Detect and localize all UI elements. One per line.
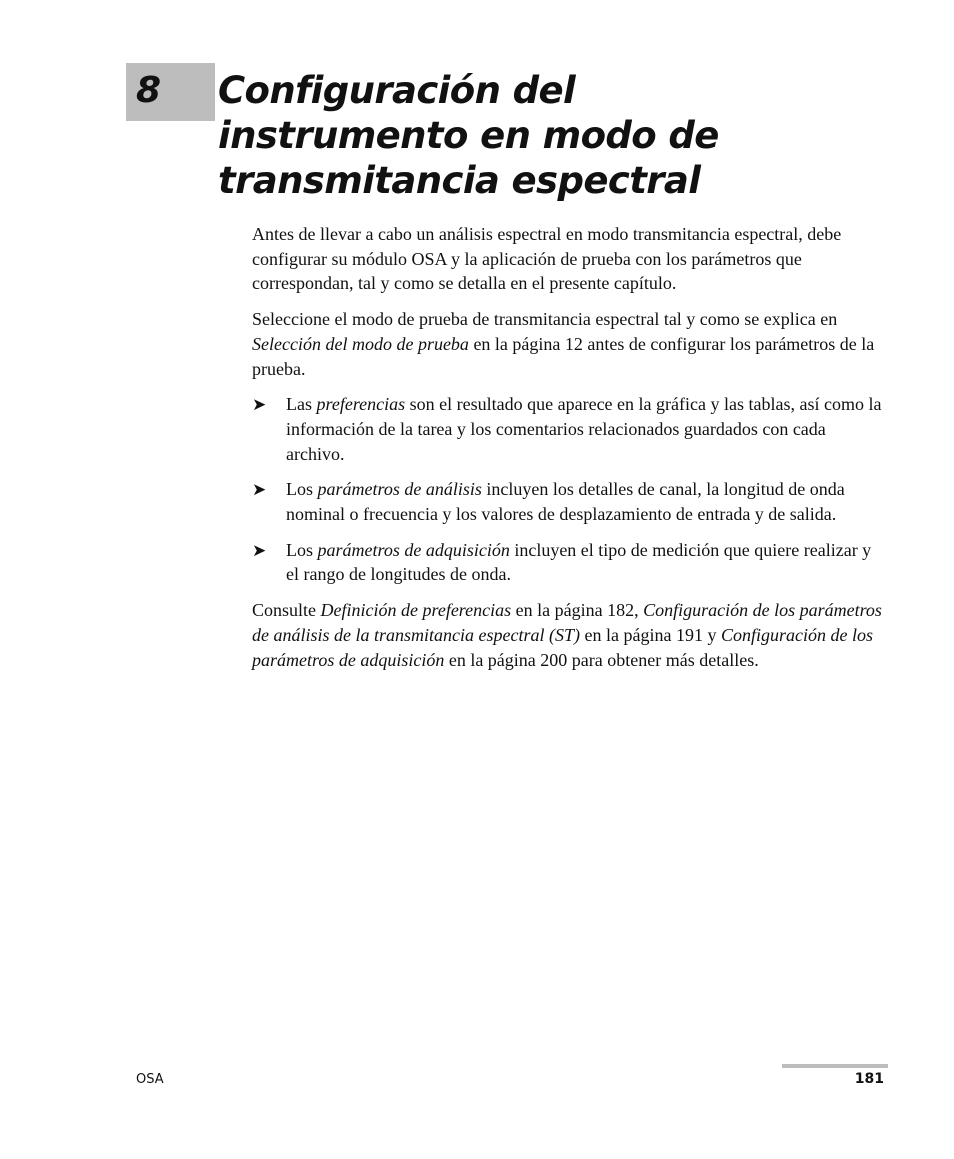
chapter-title-line-1: Configuración del [218,69,576,112]
select-mode-reference: Selección del modo de prueba [252,333,469,354]
bullet-text: incluyen el tipo de medición que quiere realizar y el rango de longitudes de onda. [286,539,872,585]
bullet-item [252,392,888,466]
arrow-bullet-icon: ➤ [252,480,267,501]
arrow-bullet-icon: ➤ [252,540,267,561]
footer-product-name: OSA [136,1072,164,1087]
bullet-item [252,477,888,526]
bullet-text: son el resultado que aparece en la gráfica y las tablas, así como la información de la tarea y los comentarios relacionados guardados con cada archivo. [286,394,882,464]
analysis-parameters-reference-link[interactable]: Configuración de los parámetros de análisis de la transmitancia espectral (ST) [252,600,882,645]
chapter-title [218,68,918,203]
footer-rule [782,1064,888,1068]
select-mode-text-end: en la página 12 antes de configurar los parámetros de la prueba. [252,333,875,379]
arrow-bullet-icon: ➤ [252,395,267,416]
bullet-list [252,392,888,587]
consult-text: en la página 191 y [579,624,721,645]
bullet-term: preferencias [316,394,406,415]
bullet-text: Las [286,394,317,415]
acquisition-parameters-reference-link[interactable]: Configuración de los parámetros de adquisición [252,624,873,670]
bullet-text: Los [286,479,318,500]
bullet-text: Los [286,539,318,560]
page-number: 181 [854,1071,884,1087]
consult-text: en la página 200 para obtener más detalles. [444,649,759,670]
intro-paragraph: Antes de llevar a cabo un análisis espectral en modo transmitancia espectral, debe configurar su módulo OSA y la aplicación de prueba con los parámetros que correspondan, tal y como se detalla en el presente capítulo. [252,224,842,294]
chapter-title-line-3: transmitancia espectral [218,159,701,202]
bullet-item [252,538,888,587]
chapter-title-line-2: instrumento en modo de [218,114,719,157]
consult-text: Consulte [252,600,321,621]
select-mode-text: Seleccione el modo de prueba de transmitancia espectral tal y como se explica en [252,309,838,330]
preferences-reference-link[interactable]: Definición de preferencias [320,600,512,621]
chapter-number-box [126,63,215,121]
consult-paragraph [252,598,888,672]
select-mode-paragraph [252,307,888,381]
bullet-term: parámetros de adquisición [317,539,510,560]
bullet-text: incluyen los detalles de canal, la longitud de onda nominal o frecuencia y los valores de desplazamiento de entrada y de salida. [286,479,845,525]
chapter-number: 8 [136,70,162,111]
bullet-term: parámetros de análisis [317,479,482,500]
body-content [252,222,888,683]
consult-text: en la página 182, [511,600,644,621]
